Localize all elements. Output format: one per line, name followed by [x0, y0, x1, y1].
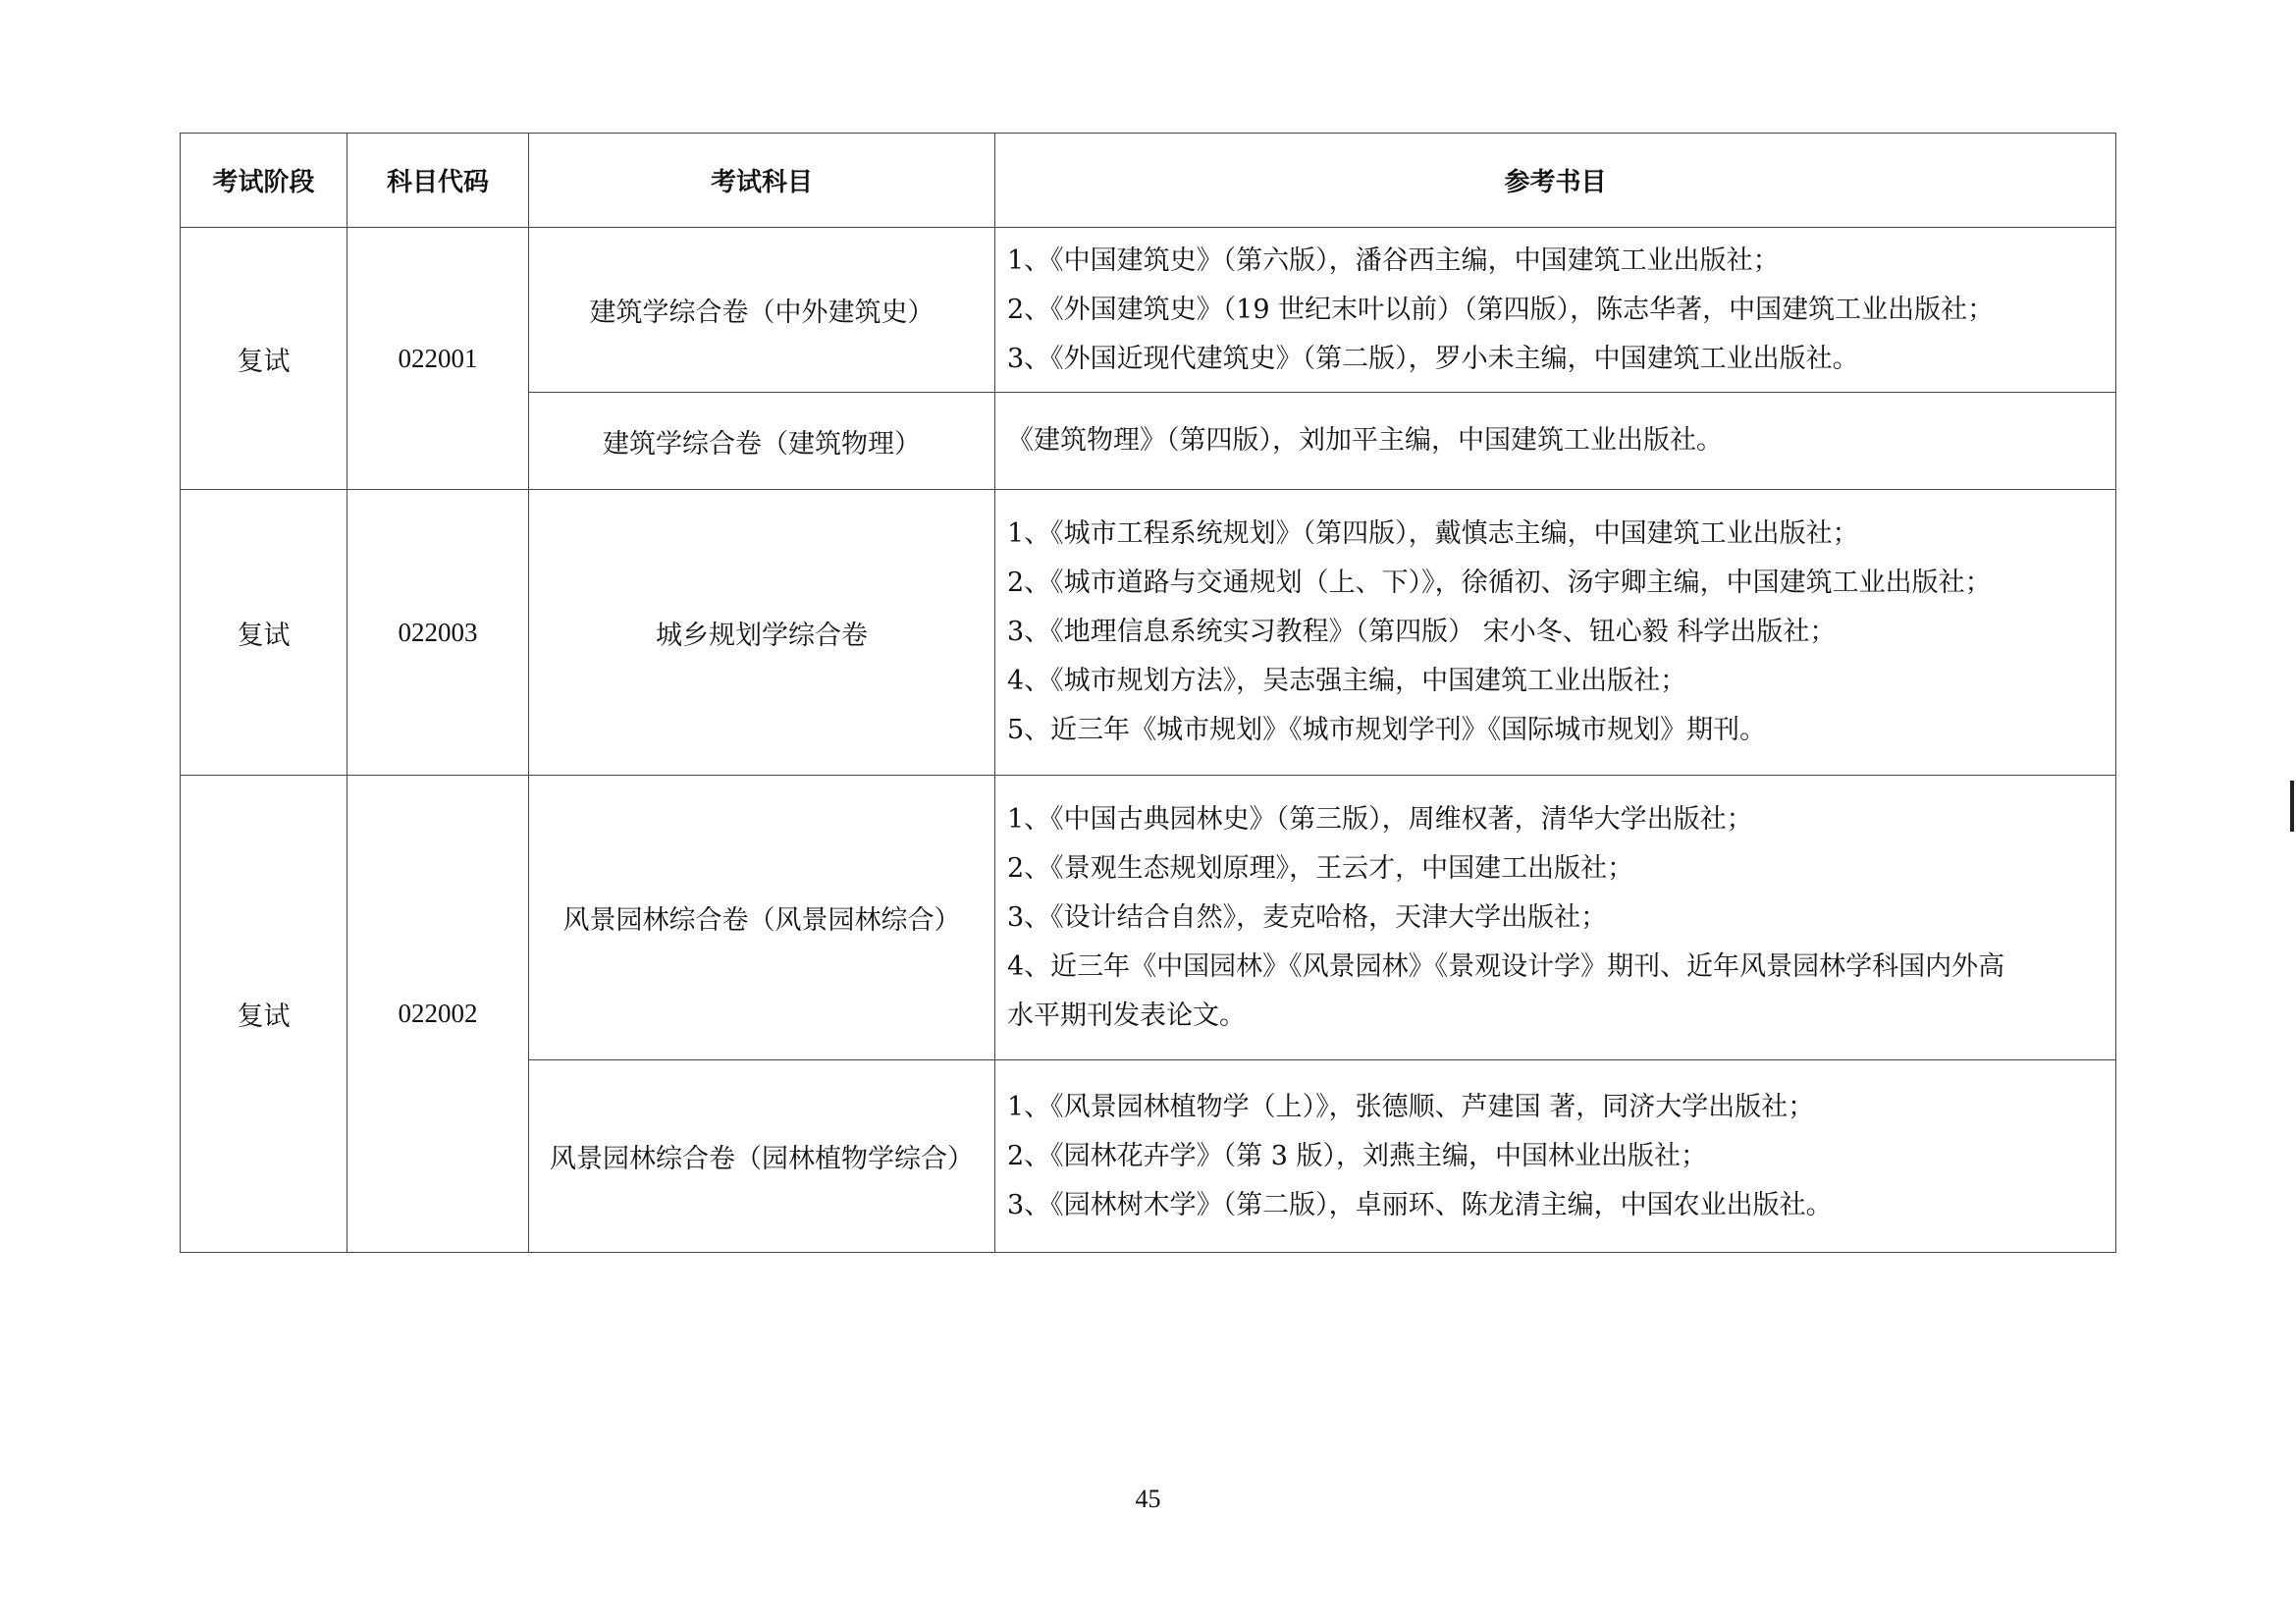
subject-name-cell: 风景园林综合卷（风景园林综合） [529, 776, 995, 1060]
book-entry: 2、《园林花卉学》（第 3 版），刘燕主编，中国林业出版社； [1007, 1140, 1708, 1171]
book-entry: 4、近三年《中国园林》《风景园林》《景观设计学》期刊、近年风景园林学科国内外高 [1007, 950, 2005, 982]
book-entry: 1、《中国建筑史》（第六版），潘谷西主编，中国建筑工业出版社； [1007, 244, 1780, 276]
book-entry: 《建筑物理》（第四版），刘加平主编，中国建筑工业出版社。 [1007, 425, 1723, 456]
stage-cell: 复试 [181, 776, 347, 1253]
subject-name-cell: 城乡规划学综合卷 [529, 490, 995, 776]
books-cell [995, 1060, 2116, 1253]
subject-code-cell: 022002 [347, 776, 529, 1253]
books-cell [995, 393, 2116, 490]
book-entry: 1、《风景园林植物学（上）》，张德顺、芦建国 著，同济大学出版社； [1007, 1091, 1815, 1122]
book-entry: 3、《地理信息系统实习教程》（第四版） 宋小冬、钮心毅 科学出版社； [1007, 617, 1837, 647]
table-row [181, 776, 2116, 1060]
book-entry: 3、《园林树木学》（第二版），卓丽环、陈龙清主编，中国农业出版社。 [1007, 1189, 1833, 1220]
header-subject: 考试科目 [529, 134, 995, 228]
book-entry: 3、《外国近现代建筑史》（第二版），罗小未主编，中国建筑工业出版社。 [1007, 343, 1859, 374]
book-entry: 1、《城市工程系统规划》（第四版），戴慎志主编，中国建筑工业出版社； [1007, 518, 1859, 549]
book-entry: 2、《城市道路与交通规划（上、下）》，徐循初、汤宇卿主编，中国建筑工业出版社； [1007, 568, 1992, 598]
book-entry: 5、近三年《城市规划》《城市规划学刊》《国际城市规划》期刊。 [1007, 715, 1767, 745]
subject-code-cell: 022003 [347, 490, 529, 776]
subject-name-cell: 建筑学综合卷（建筑物理） [529, 393, 995, 490]
book-entry: 2、《外国建筑史》（19 世纪末叶以前）（第四版），陈志华著，中国建筑工业出版社； [1007, 294, 1995, 325]
stage-cell: 复试 [181, 490, 347, 776]
book-entry: 1、《中国古典园林史》（第三版），周维权著，清华大学出版社； [1007, 803, 1753, 835]
stage-cell: 复试 [181, 228, 347, 490]
reference-books-table [180, 133, 2116, 1253]
book-entry: 4、《城市规划方法》，吴志强主编，中国建筑工业出版社； [1007, 666, 1687, 696]
table-header-row [181, 134, 2116, 228]
books-cell [995, 776, 2116, 1060]
book-entry: 3、《设计结合自然》，麦克哈格，天津大学出版社； [1007, 901, 1608, 933]
header-code: 科目代码 [347, 134, 529, 228]
margin-mark [2290, 781, 2294, 832]
book-entry: 2、《景观生态规划原理》，王云才，中国建工出版社； [1007, 852, 1634, 884]
subject-name-cell: 风景园林综合卷（园林植物学综合） [529, 1060, 995, 1253]
subject-code-cell: 022001 [347, 228, 529, 490]
books-cell [995, 228, 2116, 393]
table-row [181, 228, 2116, 393]
header-stage: 考试阶段 [181, 134, 347, 228]
books-cell [995, 490, 2116, 776]
book-entry: 水平期刊发表论文。 [1007, 1000, 1246, 1031]
subject-name-cell: 建筑学综合卷（中外建筑史） [529, 228, 995, 393]
header-books: 参考书目 [995, 134, 2116, 228]
table-row [181, 490, 2116, 776]
page-number: 45 [1135, 1485, 1161, 1513]
